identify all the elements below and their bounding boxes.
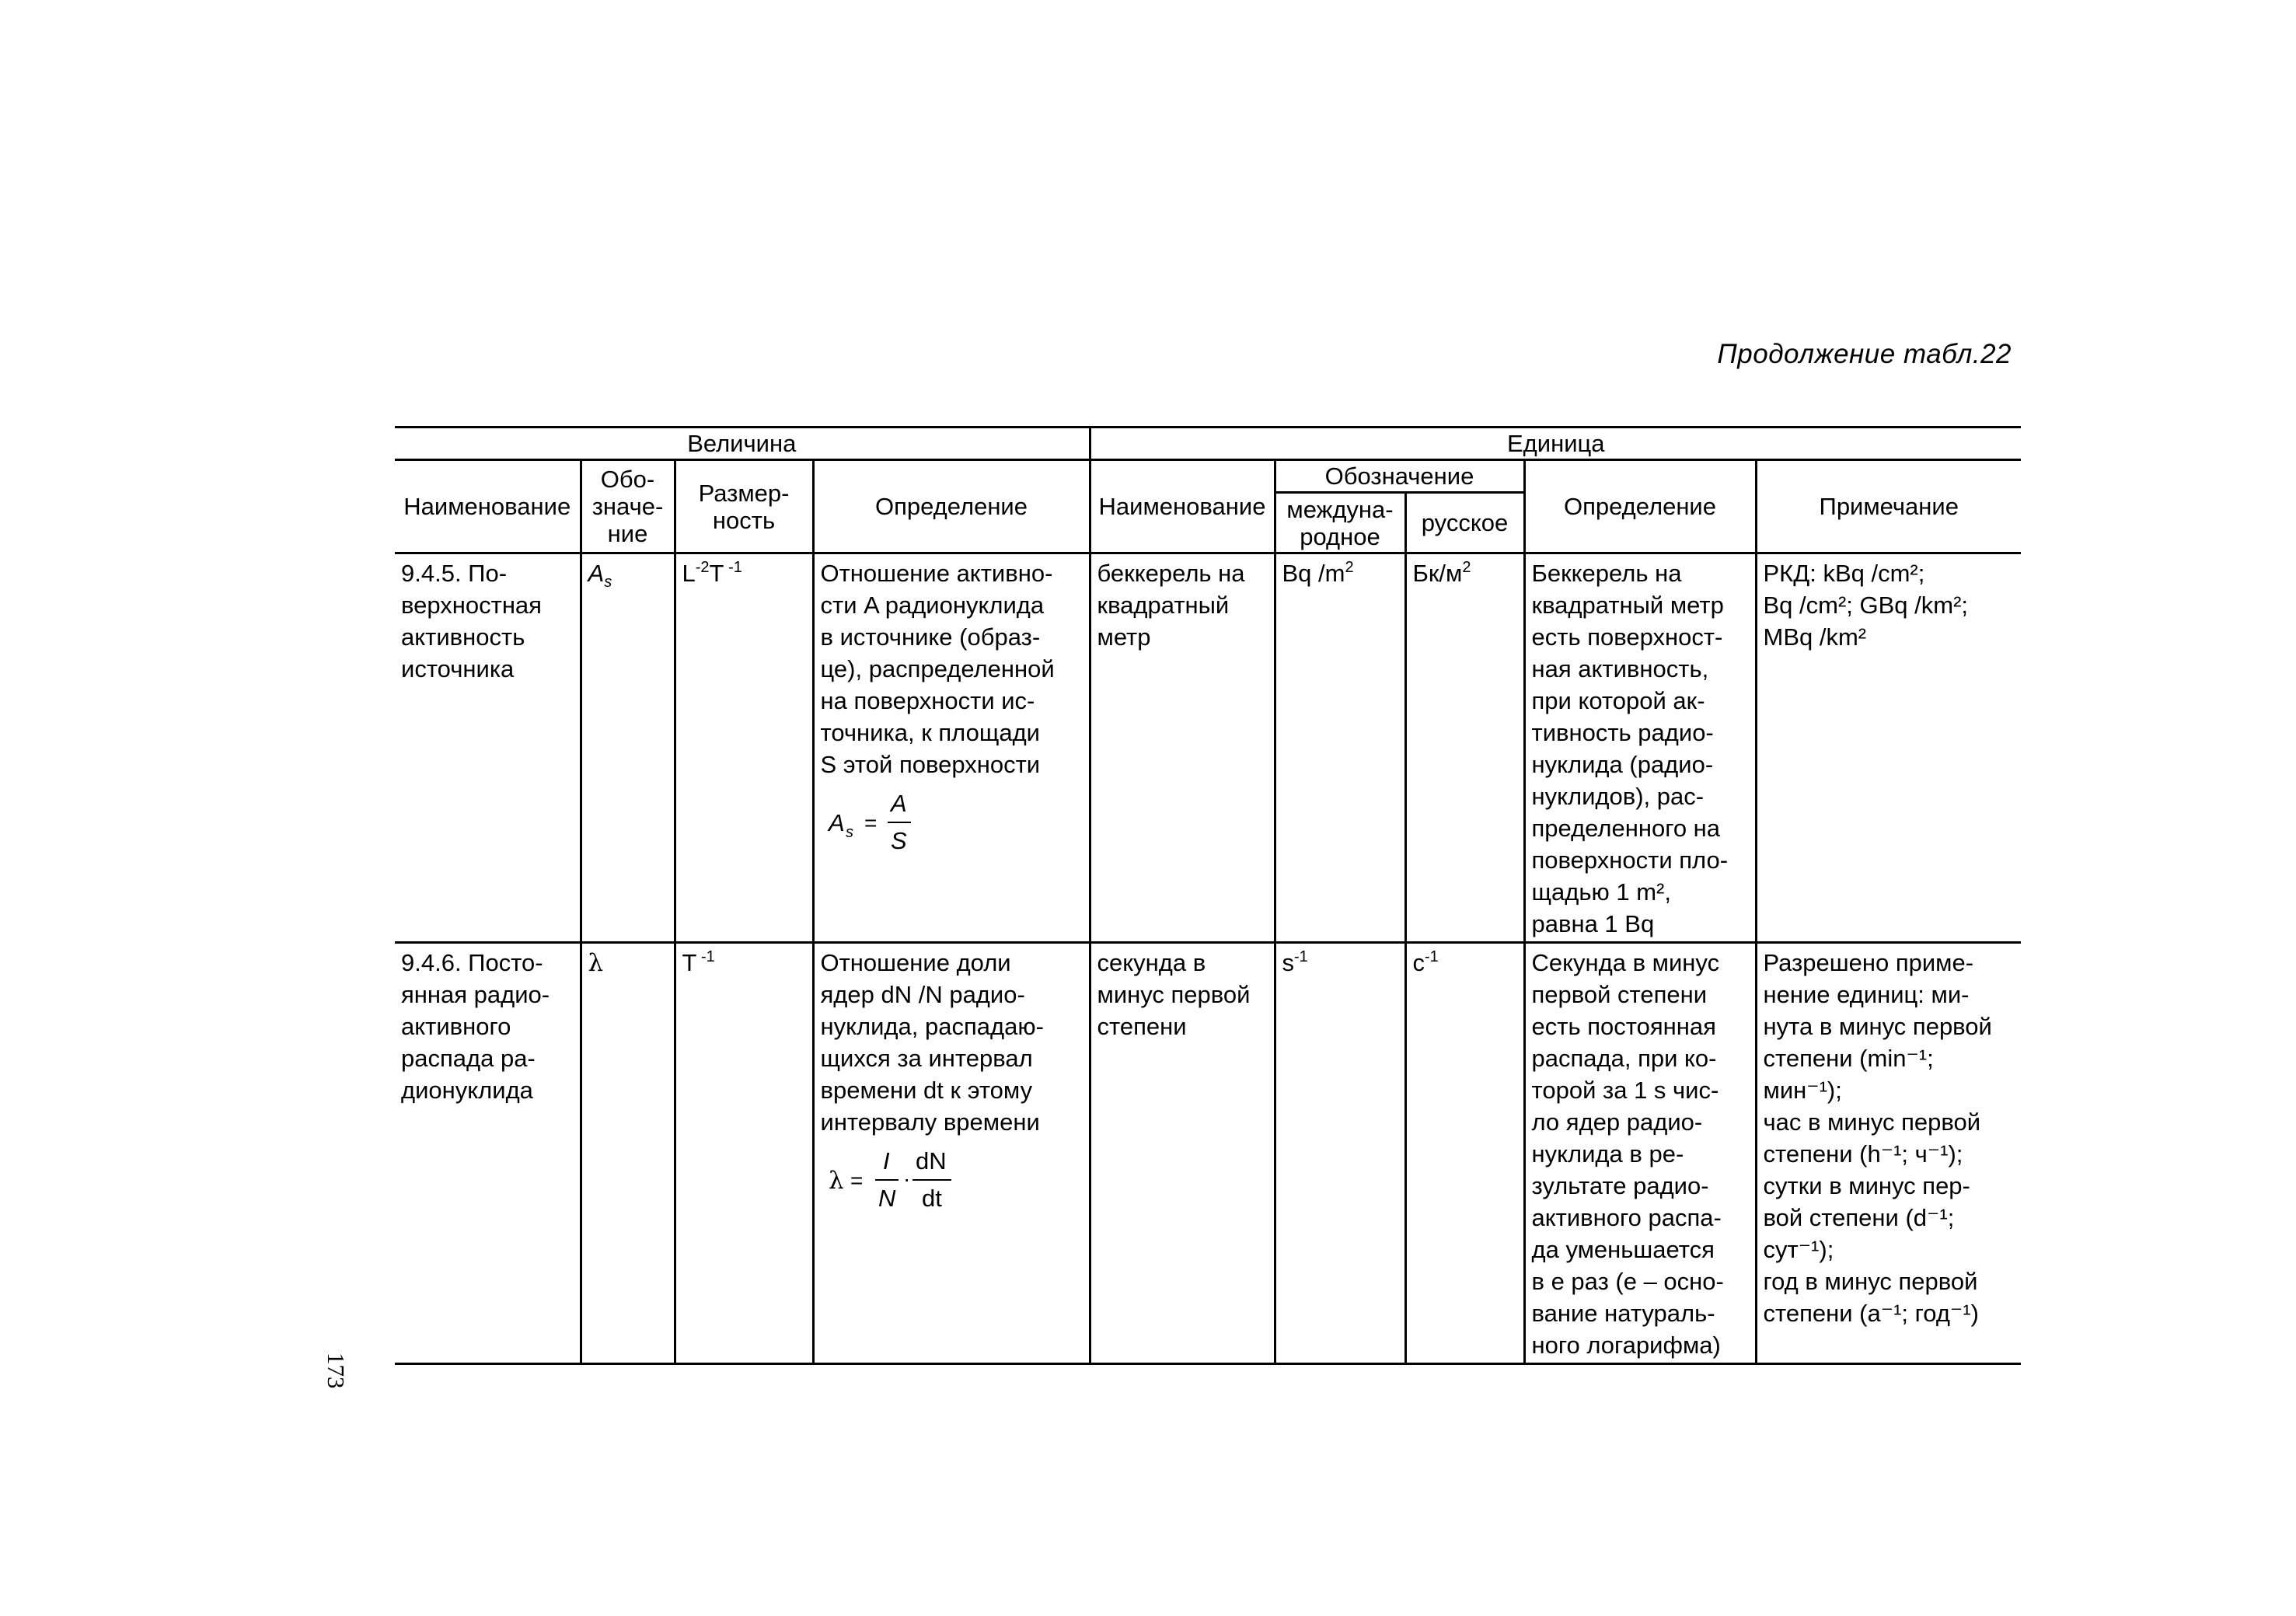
unit-intl-header: междуна- родное: [1275, 493, 1405, 553]
svg-text:S: S: [890, 827, 907, 854]
page-number: 173: [323, 1352, 350, 1389]
svg-text:I: I: [882, 1147, 890, 1174]
table-caption: Продолжение табл.22: [1717, 339, 2012, 369]
table-row: [395, 553, 2021, 943]
units-table: [395, 426, 2021, 1365]
svg-text:dt: dt: [921, 1185, 942, 1212]
unit-note-header: Примечание: [1756, 460, 2021, 553]
table-row: [395, 943, 2021, 1364]
quantity-definition-cell: Отношение активно- сти A радионуклида в источнике (образ- це), распределенной на поверхности ис- точника, к площади S этой поверхности A s = A S: [813, 553, 1090, 943]
russian-designation-cell: $Бк/м^2$: [1405, 553, 1524, 943]
svg-text:A: A: [828, 809, 845, 836]
svg-text:=: =: [850, 1168, 863, 1192]
intl-designation-cell: Bq $/m^2$: [1275, 553, 1405, 943]
quantity-symbol-header: Обо- значе- ние: [581, 460, 675, 553]
quantity-definition-header: Определение: [813, 460, 1090, 553]
svg-text:s: s: [845, 824, 853, 841]
unit-designation-header: Обозначение: [1275, 460, 1524, 493]
svg-text:N: N: [878, 1185, 895, 1212]
quantity-symbol-cell: λ: [581, 943, 675, 1364]
svg-text:A: A: [890, 790, 907, 817]
quantity-symbol-cell: $A_s$: [581, 553, 675, 943]
intl-designation-cell: $s^{-1}$: [1275, 943, 1405, 1364]
unit-name-cell: секунда в минус первой степени: [1090, 943, 1275, 1364]
unit-russian-header: русское: [1405, 493, 1524, 553]
unit-name-cell: беккерель на квадратный метр: [1090, 553, 1275, 943]
quantity-name-header: Наименование: [395, 460, 581, 553]
svg-text:=: =: [864, 811, 877, 835]
russian-designation-cell: $с^{-1}$: [1405, 943, 1524, 1364]
svg-text:dN: dN: [915, 1147, 947, 1174]
quantity-name-cell: 9.4.5. По- верхностная активность источника: [395, 553, 581, 943]
quantity-definition-cell: Отношение доли ядер dN /N радио- нуклида, распадаю- щихся за интервал времени dt к этому интервалу времени λ = I N · dN dt: [813, 943, 1090, 1364]
dimension-cell: T $^{-1}$: [675, 943, 813, 1364]
unit-name-header: Наименование: [1090, 460, 1275, 553]
svg-text:λ: λ: [828, 1167, 844, 1195]
note-cell: Разрешено приме- нение единиц: ми- нута в минус первой степени (min⁻¹; мин⁻¹); час в минус первой степени (h⁻¹; ч⁻¹); сутки в минус пер- вой степени (d⁻¹; сут⁻¹); год в минус первой степени (a⁻¹; год⁻¹): [1756, 943, 2021, 1364]
unit-definition-cell: Секунда в минус первой степени есть постоянная распада, при ко- торой за 1 s чис- ло ядер радио- нуклида в ре- зультате радио- активного распа- да уменьшается в е раз (е – осно- вание натураль- ного логарифма): [1524, 943, 1756, 1364]
svg-text:·: ·: [902, 1167, 910, 1191]
unit-definition-cell: Беккерель на квадратный метр есть поверхност- ная активность, при которой ак- тивность радио- нуклида (радио- нуклидов), рас- пределенного на поверхности пло- щадью 1 m², равна 1 Bq: [1524, 553, 1756, 943]
quantity-group-header: Величина: [395, 428, 1090, 460]
note-cell: РКД: kBq /cm²; Bq /cm²; GBq /km²; MBq /km²: [1756, 553, 2021, 943]
unit-group-header: Единица: [1090, 428, 2021, 460]
quantity-dimension-header: Размер- ность: [675, 460, 813, 553]
formula-decay-constant: [827, 1146, 1083, 1216]
dimension-cell: $L^{-2}T$ $^{-1}$: [675, 553, 813, 943]
quantity-name-cell: 9.4.6. Посто- янная радио- активного распада ра- дионуклида: [395, 943, 581, 1364]
formula-surface-activity: [827, 788, 1083, 858]
unit-definition-header: Определение: [1524, 460, 1756, 553]
